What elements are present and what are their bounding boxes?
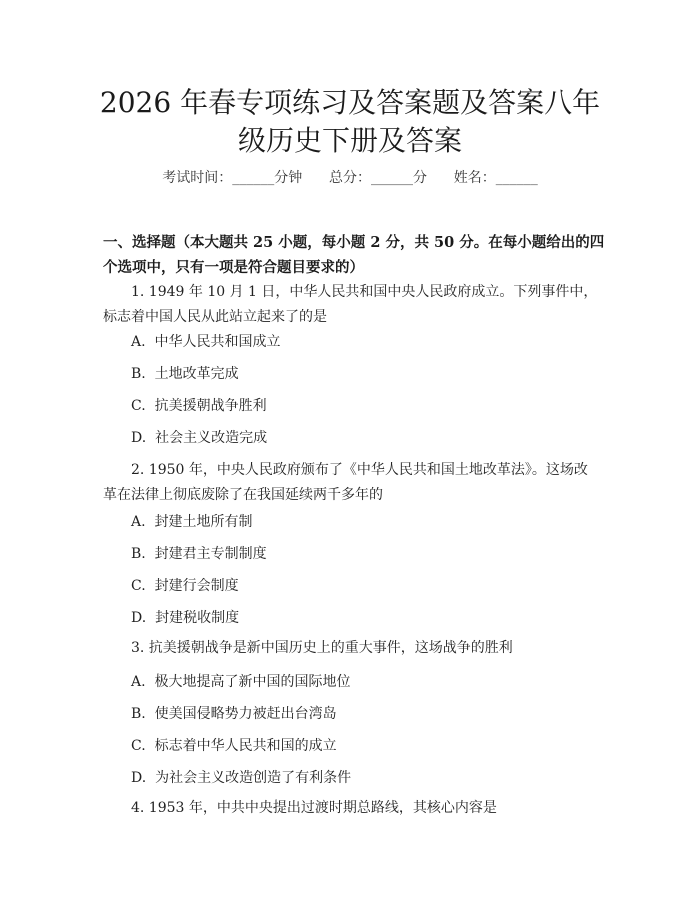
question-1: 1. 1949 年 10 月 1 日，中华人民共和国中央人民政府成立。下列事件中，标志着中国人民从此站立起来了的是 bbox=[103, 284, 598, 325]
question-3: 3. 抗美援朝战争是新中国历史上的重大事件，这场战争的胜利 bbox=[131, 640, 513, 656]
question-2-option-d: D. 封建税收制度 bbox=[131, 610, 240, 626]
exam-time-label: 考试时间： bbox=[162, 170, 233, 186]
exam-time-blank: ______分钟 bbox=[232, 170, 303, 186]
question-1-option-d: D. 社会主义改造完成 bbox=[131, 430, 268, 446]
question-1-option-b: B. 土地改革完成 bbox=[131, 366, 239, 382]
total-score-blank: ______分 bbox=[371, 170, 427, 186]
question-3-option-c: C. 标志着中华人民共和国的成立 bbox=[131, 738, 337, 754]
question-1-option-a: A. 中华人民共和国成立 bbox=[131, 334, 281, 350]
student-name-blank: ______ bbox=[495, 170, 538, 186]
student-name-label: 姓名： bbox=[453, 170, 496, 186]
total-score-label: 总分： bbox=[329, 170, 371, 186]
section-heading: 一、选择题（本大题共 25 小题，每小题 2 分，共 50 分。在每小题给出的四个选项中，只有一项是符合题目要求的） bbox=[103, 234, 605, 276]
question-2: 2. 1950 年，中央人民政府颁布了《中华人民共和国土地改革法》。这场改革在法律上彻底废除了在我国延续两千多年的 bbox=[103, 462, 588, 503]
question-3-option-b: B. 使美国侵略势力被赶出台湾岛 bbox=[131, 706, 337, 722]
question-3-option-d: D. 为社会主义改造创造了有利条件 bbox=[131, 770, 352, 786]
question-2-option-b: B. 封建君主专制制度 bbox=[131, 546, 267, 562]
question-2-option-a: A. 封建土地所有制 bbox=[131, 514, 253, 530]
question-3-option-a: A. 极大地提高了新中国的国际地位 bbox=[131, 674, 351, 690]
question-2-option-c: C. 封建行会制度 bbox=[131, 578, 239, 594]
document-title: 2026 年春专项练习及答案题及答案八年级历史下册及答案 bbox=[99, 86, 601, 157]
question-1-option-c: C. 抗美援朝战争胜利 bbox=[131, 398, 267, 414]
exam-info-line bbox=[0, 167, 700, 187]
question-4: 4. 1953 年，中共中央提出过渡时期总路线，其核心内容是 bbox=[131, 800, 497, 816]
